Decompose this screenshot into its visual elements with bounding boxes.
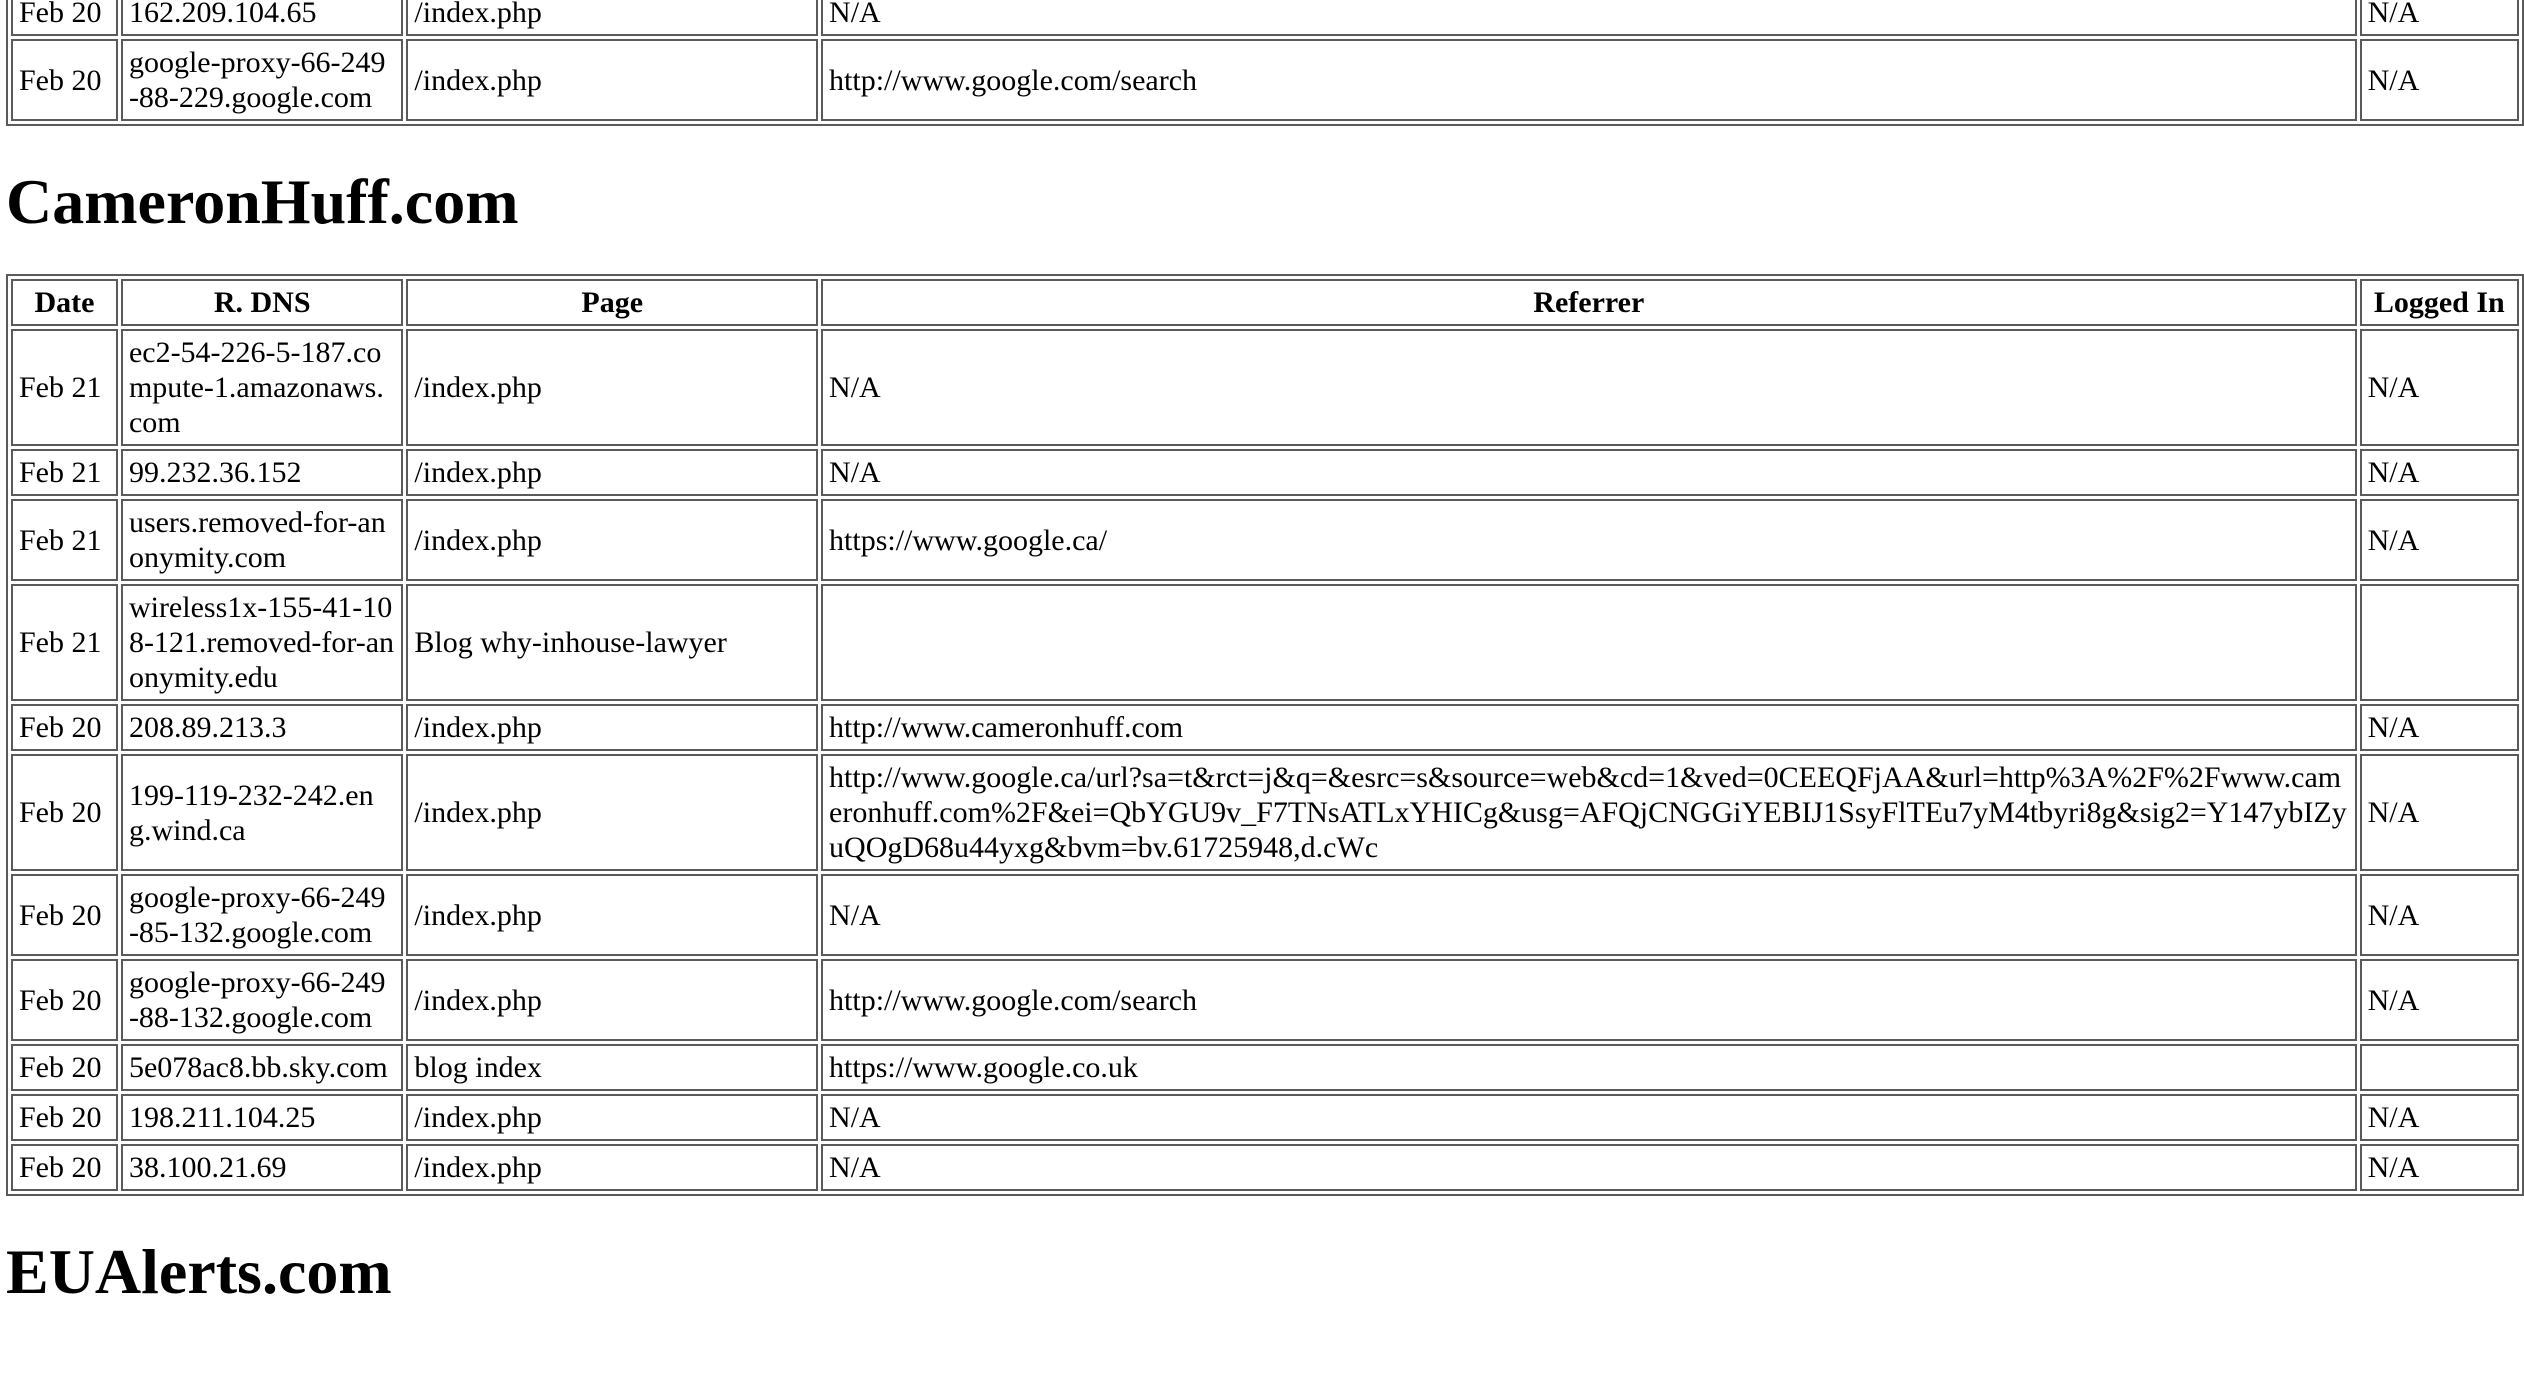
table-header — [11, 279, 2519, 326]
previous-site-visits-table — [6, 0, 2524, 126]
column-header-rdns: R. DNS — [121, 279, 403, 326]
rdns-cell: 99.232.36.152 — [121, 449, 403, 496]
referrer-cell: http://www.google.com/search — [821, 39, 2357, 121]
logged-in-cell: N/A — [2360, 754, 2519, 871]
table-row — [11, 959, 2519, 1041]
rdns-cell: 162.209.104.65 — [121, 0, 403, 36]
page-cell: /index.php — [406, 0, 818, 36]
rdns-cell: ec2-54-226-5-187.compute-1.amazonaws.com — [121, 329, 403, 446]
table-row — [11, 39, 2519, 121]
referrer-cell: N/A — [821, 329, 2357, 446]
page-cell: /index.php — [406, 329, 818, 446]
referrer-cell: N/A — [821, 0, 2357, 36]
site-heading: EUAlerts.com — [6, 1236, 392, 1307]
date-cell: Feb 20 — [11, 1044, 118, 1091]
table-row — [11, 704, 2519, 751]
page-cell: /index.php — [406, 499, 818, 581]
logged-in-cell: N/A — [2360, 704, 2519, 751]
rdns-cell: 5e078ac8.bb.sky.com — [121, 1044, 403, 1091]
rdns-cell: 198.211.104.25 — [121, 1094, 403, 1141]
page-content — [6, 0, 2524, 1344]
rdns-cell: 208.89.213.3 — [121, 704, 403, 751]
logged-in-cell: N/A — [2360, 1144, 2519, 1191]
referrer-cell: https://www.google.co.uk — [821, 1044, 2357, 1091]
header-row — [11, 279, 2519, 326]
table-row — [11, 1144, 2519, 1191]
page-cell: /index.php — [406, 754, 818, 871]
logged-in-cell: N/A — [2360, 329, 2519, 446]
date-cell: Feb 20 — [11, 959, 118, 1041]
referrer-cell: N/A — [821, 874, 2357, 956]
column-header-page: Page — [406, 279, 818, 326]
date-cell: Feb 21 — [11, 329, 118, 446]
column-header-referrer: Referrer — [821, 279, 2357, 326]
page-cell: /index.php — [406, 959, 818, 1041]
table-row — [11, 1094, 2519, 1141]
date-cell: Feb 20 — [11, 754, 118, 871]
table-row — [11, 584, 2519, 701]
page-cell: /index.php — [406, 704, 818, 751]
previous-table-body — [11, 0, 2519, 121]
referrer-cell: https://www.google.ca/ — [821, 499, 2357, 581]
logged-in-cell: N/A — [2360, 39, 2519, 121]
table-row — [11, 499, 2519, 581]
logged-in-cell: N/A — [2360, 959, 2519, 1041]
site-visits-body — [11, 329, 2519, 1191]
table-row — [11, 449, 2519, 496]
date-cell: Feb 21 — [11, 499, 118, 581]
logged-in-cell: N/A — [2360, 0, 2519, 36]
rdns-cell: 199-119-232-242.eng.wind.ca — [121, 754, 403, 871]
date-cell: Feb 20 — [11, 874, 118, 956]
page-cell: Blog why-inhouse-lawyer — [406, 584, 818, 701]
date-cell: Feb 21 — [11, 584, 118, 701]
referrer-cell — [821, 584, 2357, 701]
date-cell: Feb 20 — [11, 1144, 118, 1191]
page-cell: /index.php — [406, 449, 818, 496]
column-header-date: Date — [11, 279, 118, 326]
table-row — [11, 874, 2519, 956]
page-cell: /index.php — [406, 1094, 818, 1141]
rdns-cell: google-proxy-66-249-88-132.google.com — [121, 959, 403, 1041]
page-cell: /index.php — [406, 1144, 818, 1191]
rdns-cell: 38.100.21.69 — [121, 1144, 403, 1191]
page-cell: /index.php — [406, 39, 818, 121]
column-header-logged-in: Logged In — [2360, 279, 2519, 326]
date-cell: Feb 20 — [11, 704, 118, 751]
date-cell: Feb 20 — [11, 39, 118, 121]
page-cell: blog index — [406, 1044, 818, 1091]
referrer-cell: N/A — [821, 449, 2357, 496]
logged-in-cell: N/A — [2360, 449, 2519, 496]
site-visits-table — [6, 274, 2524, 1196]
logged-in-cell — [2360, 1044, 2519, 1091]
table-row — [11, 754, 2519, 871]
site-heading: CameronHuff.com — [6, 166, 519, 237]
referrer-cell: N/A — [821, 1144, 2357, 1191]
table-row — [11, 0, 2519, 36]
logged-in-cell: N/A — [2360, 874, 2519, 956]
rdns-cell: users.removed-for-anonymity.com — [121, 499, 403, 581]
date-cell: Feb 20 — [11, 1094, 118, 1141]
date-cell: Feb 21 — [11, 449, 118, 496]
logged-in-cell: N/A — [2360, 1094, 2519, 1141]
rdns-cell: google-proxy-66-249-88-229.google.com — [121, 39, 403, 121]
referrer-cell: http://www.cameronhuff.com — [821, 704, 2357, 751]
logged-in-cell: N/A — [2360, 499, 2519, 581]
table-row — [11, 1044, 2519, 1091]
rdns-cell: google-proxy-66-249-85-132.google.com — [121, 874, 403, 956]
rdns-cell: wireless1x-155-41-108-121.removed-for-anonymity.edu — [121, 584, 403, 701]
referrer-cell: http://www.google.com/search — [821, 959, 2357, 1041]
logged-in-cell — [2360, 584, 2519, 701]
date-cell: Feb 20 — [11, 0, 118, 36]
referrer-cell: N/A — [821, 1094, 2357, 1141]
table-row — [11, 329, 2519, 446]
page-cell: /index.php — [406, 874, 818, 956]
referrer-cell: http://www.google.ca/url?sa=t&rct=j&q=&esrc=s&source=web&cd=1&ved=0CEEQFjAA&url=http%3A%2F%2Fwww.cameronhuff.com%2F&ei=QbYGU9v_F7TNsATLxYHICg&usg=AFQjCNGGiYEBIJ1SsyFlTEu7yM4tbyri8g&sig2=Y147ybIZyuQOgD68u44yxg&bvm=bv.61725948,d.cWc — [821, 754, 2357, 871]
